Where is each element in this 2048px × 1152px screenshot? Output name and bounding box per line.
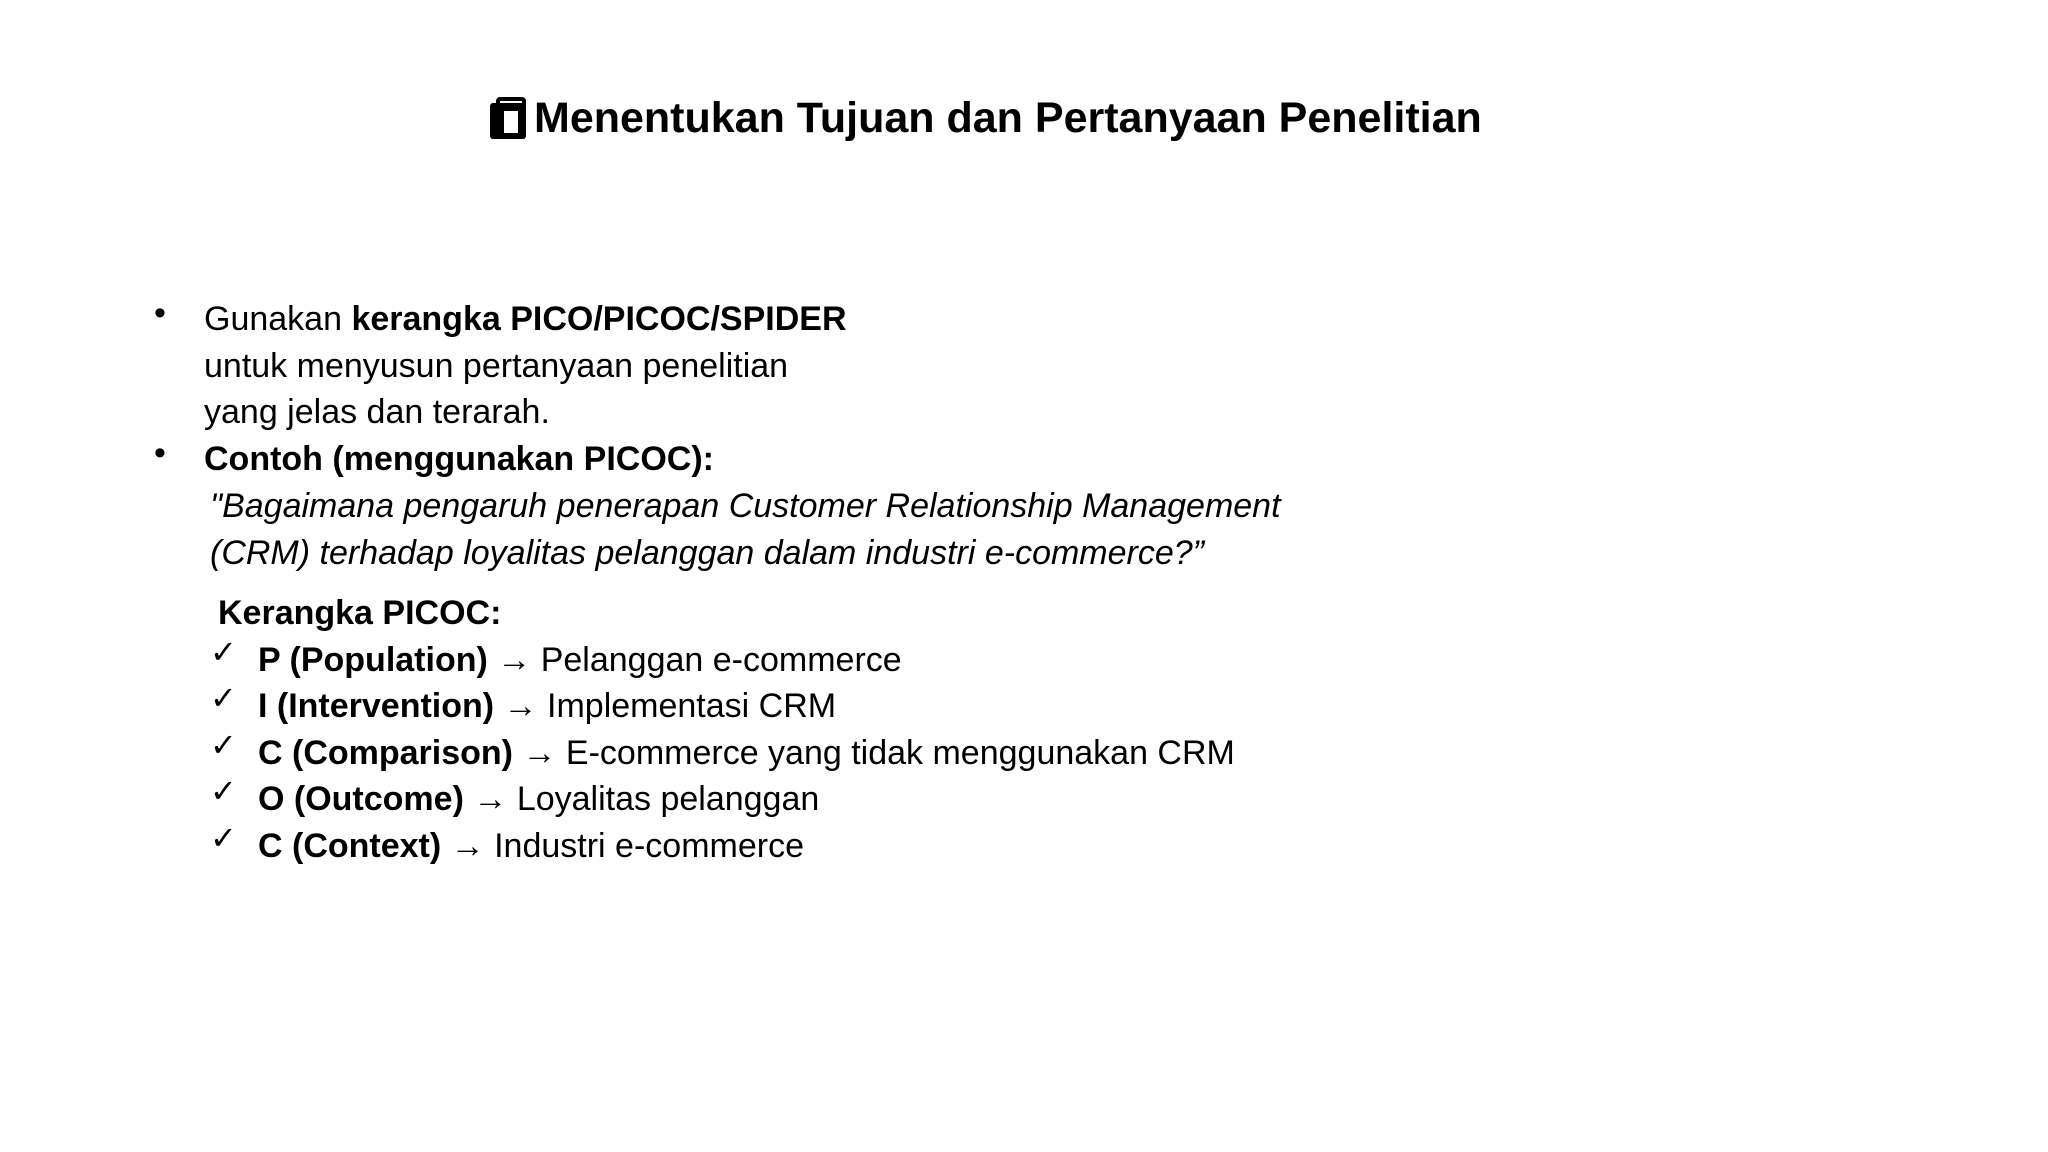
checkmark-icon: ✓ — [210, 819, 237, 856]
picoc-desc: Pelanggan e-commerce — [540, 640, 902, 679]
picoc-desc: E-commerce yang tidak menggunakan CRM — [565, 733, 1235, 772]
slide-title-text: Menentukan Tujuan dan Pertanyaan Penelitian — [534, 94, 1482, 142]
bullet-text-line: yang jelas dan terarah. — [204, 393, 550, 431]
picoc-desc: Loyalitas pelanggan — [516, 780, 820, 818]
picoc-term: C (Comparison) — [258, 733, 513, 772]
bullet-item — [150, 433, 1281, 483]
book-icon — [490, 97, 532, 139]
slide-body — [150, 296, 1281, 869]
bullet-text: Gunakan — [204, 300, 352, 338]
checkmark-icon: ✓ — [210, 773, 237, 809]
picoc-term: O (Outcome) — [258, 780, 464, 818]
bullet-bold-text: kerangka PICO/PICOC/SPIDER — [351, 300, 847, 338]
picoc-desc: Implementasi CRM — [547, 687, 837, 725]
checkmark-icon: ✓ — [210, 680, 237, 716]
arrow: → — [487, 640, 541, 679]
picoc-term: P (Population) — [258, 640, 488, 679]
picoc-item — [150, 726, 1281, 777]
picoc-item — [150, 680, 1281, 730]
example-question-line: "Bagaimana pengaruh penerapan Customer Relationship Management — [210, 487, 1281, 525]
bullet-item — [150, 296, 1281, 436]
picoc-term: I (Intervention) — [258, 687, 495, 725]
bullet-dot: • — [154, 294, 166, 332]
picoc-item — [150, 773, 1281, 823]
bullet-text-line: untuk menyusun pertanyaan penelitian — [204, 346, 789, 385]
picoc-item — [150, 633, 1281, 684]
example-question-line: (CRM) terhadap loyalitas pelanggan dalam industri e-commerce?” — [210, 533, 1205, 572]
checkmark-icon: ✓ — [210, 633, 237, 670]
slide-title — [490, 88, 1482, 148]
arrow: → — [463, 780, 517, 818]
picoc-item — [150, 819, 1281, 870]
arrow: → — [441, 826, 495, 865]
bullet-bold-text: Contoh (menggunakan PICOC): — [204, 439, 714, 478]
picoc-term: C (Context) — [258, 826, 442, 865]
arrow: → — [513, 733, 566, 772]
checkmark-icon: ✓ — [210, 726, 237, 763]
bullet-dot: • — [154, 433, 166, 472]
picoc-desc: Industri e-commerce — [494, 826, 804, 865]
picoc-heading: Kerangka PICOC: — [218, 594, 502, 632]
arrow: → — [494, 687, 548, 725]
example-question — [150, 483, 1281, 576]
